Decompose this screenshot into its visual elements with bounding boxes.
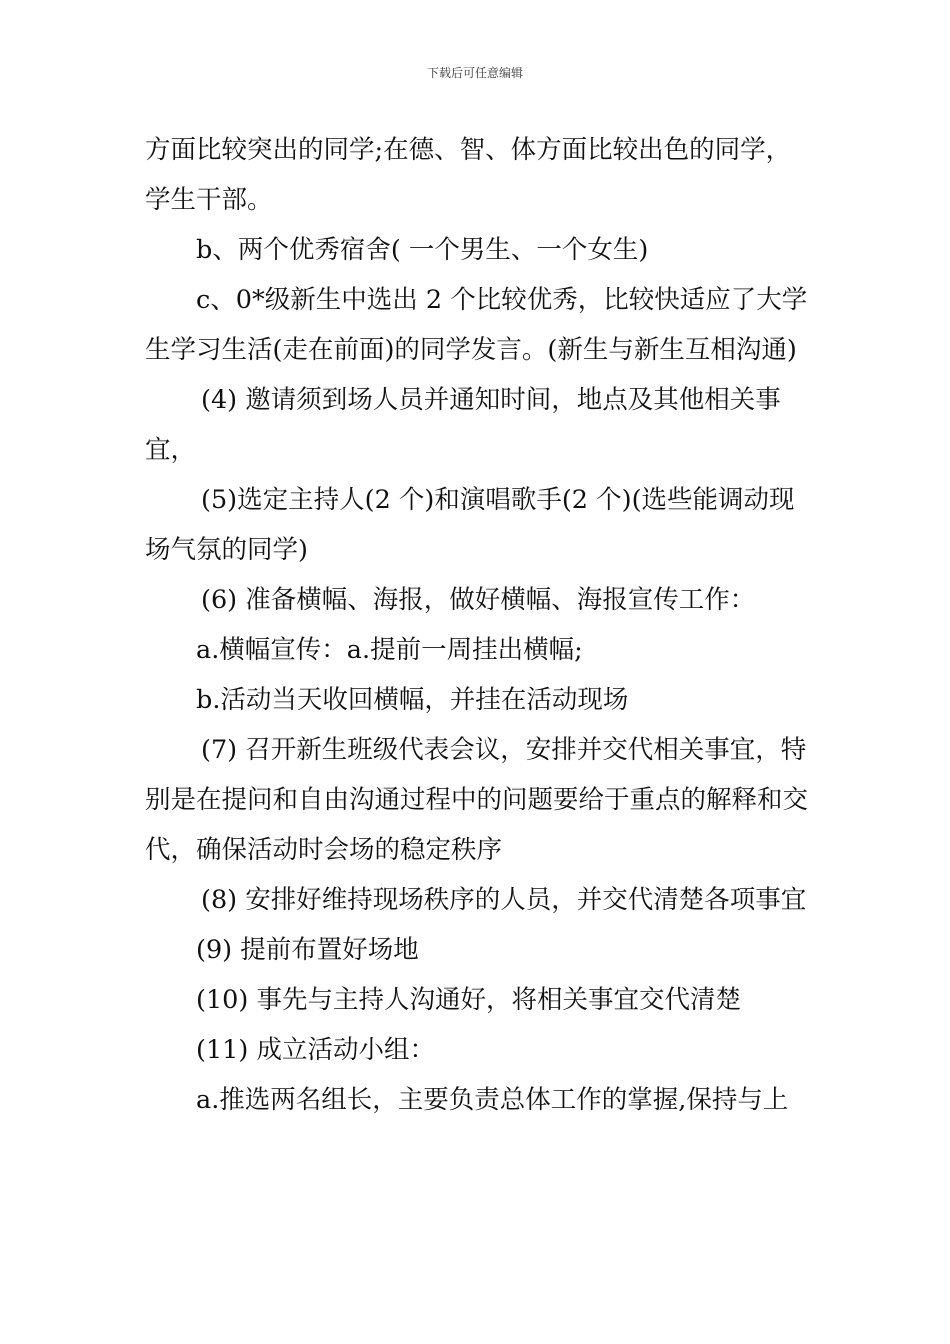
paragraph-item-6b: b.活动当天收回横幅，并挂在活动现场 bbox=[196, 685, 629, 715]
paragraph-item-b: b、两个优秀宿舍( 一个男生、一个女生) bbox=[196, 235, 649, 265]
paragraph-item-10: (10) 事先与主持人沟通好，将相关事宜交代清楚 bbox=[196, 985, 741, 1015]
paragraph-item-7: (7) 召开新生班级代表会议，安排并交代相关事宜，特别是在提问和自由沟通过程中的问题要给于重点的解释和交代，确保活动时会场的稳定秩序 bbox=[145, 735, 809, 865]
paragraph-item-8: (8) 安排好维持现场秩序的人员，并交代清楚各项事宜 bbox=[201, 885, 807, 915]
paragraph-item-11: (11) 成立活动小组： bbox=[196, 1035, 435, 1065]
page-header: 下载后可任意编辑 bbox=[426, 66, 523, 80]
paragraph-continuation: 方面比较突出的同学;在德、智、体方面比较出色的同学，学生干部。 bbox=[145, 135, 792, 215]
paragraph-item-4: (4) 邀请须到场人员并通知时间，地点及其他相关事宜， bbox=[145, 385, 781, 465]
paragraph-item-6a: a.横幅宣传：a.提前一周挂出横幅; bbox=[196, 635, 583, 665]
paragraph-item-9: (9) 提前布置好场地 bbox=[196, 935, 419, 965]
document-body bbox=[145, 125, 810, 1125]
paragraph-item-5: (5)选定主持人(2 个)和演唱歌手(2 个)(选些能调动现场气氛的同学) bbox=[145, 485, 795, 565]
paragraph-item-11a: a.推选两名组长，主要负责总体工作的掌握,保持与上 bbox=[196, 1085, 789, 1115]
paragraph-item-c: c、0*级新生中选出 2 个比较优秀，比较快适应了大学生学习生活(走在前面)的同学发言。(新生与新生互相沟通) bbox=[145, 285, 808, 365]
paragraph-item-6: (6) 准备横幅、海报，做好横幅、海报宣传工作： bbox=[201, 585, 756, 615]
